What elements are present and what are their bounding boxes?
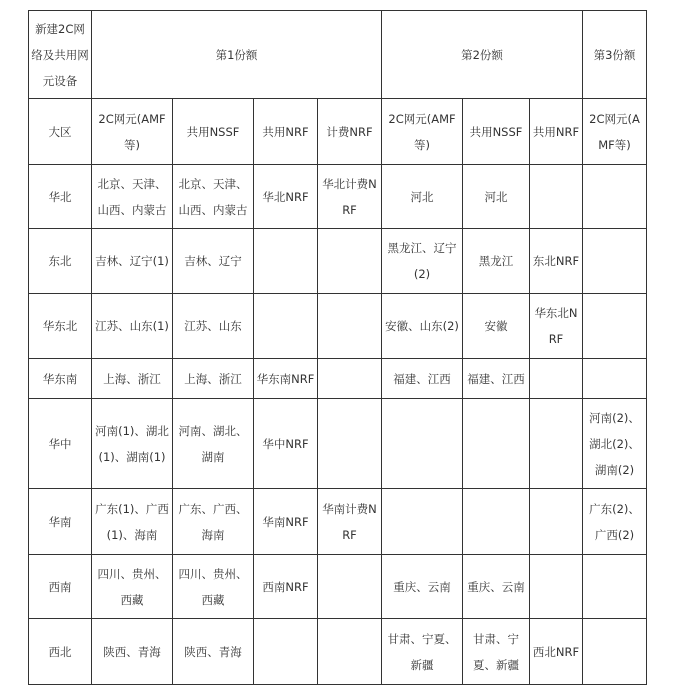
table-cell: 江苏、山东(1) bbox=[92, 294, 173, 359]
table-row bbox=[29, 399, 647, 489]
region-cell: 华南 bbox=[29, 489, 92, 555]
table-cell bbox=[382, 489, 463, 555]
table-cell: 四川、贵州、西藏 bbox=[92, 555, 173, 619]
table-cell: 华东南NRF bbox=[254, 359, 318, 399]
table-cell bbox=[463, 399, 530, 489]
q2-nrf-header: 共用NRF bbox=[530, 99, 583, 165]
table-cell: 华南NRF bbox=[254, 489, 318, 555]
table-cell bbox=[530, 399, 583, 489]
table-cell bbox=[254, 294, 318, 359]
table-cell bbox=[318, 294, 382, 359]
q3-amf-header: 2C网元(AMF等) bbox=[583, 99, 647, 165]
table-cell: 广东(2)、广西(2) bbox=[583, 489, 647, 555]
table-row bbox=[29, 619, 647, 685]
header-row-columns bbox=[29, 99, 647, 165]
region-cell: 华北 bbox=[29, 165, 92, 229]
table-cell: 陕西、青海 bbox=[173, 619, 254, 685]
table-cell: 河南(2)、湖北(2)、湖南(2) bbox=[583, 399, 647, 489]
table-cell: 上海、浙江 bbox=[92, 359, 173, 399]
q2-amf-header: 2C网元(AMF等) bbox=[382, 99, 463, 165]
table-cell: 北京、天津、山西、内蒙古 bbox=[173, 165, 254, 229]
table-cell bbox=[583, 619, 647, 685]
table-cell: 吉林、辽宁(1) bbox=[92, 229, 173, 294]
table-cell bbox=[583, 229, 647, 294]
table-row bbox=[29, 294, 647, 359]
q1-amf-header: 2C网元(AMF等) bbox=[92, 99, 173, 165]
table-cell bbox=[583, 555, 647, 619]
table-cell bbox=[318, 359, 382, 399]
quota-table bbox=[28, 10, 647, 685]
table-cell bbox=[530, 555, 583, 619]
table-cell: 四川、贵州、西藏 bbox=[173, 555, 254, 619]
table-cell bbox=[463, 489, 530, 555]
table-cell: 北京、天津、山西、内蒙古 bbox=[92, 165, 173, 229]
table-cell: 上海、浙江 bbox=[173, 359, 254, 399]
table-cell bbox=[530, 359, 583, 399]
table-cell bbox=[318, 619, 382, 685]
corner-cell: 新建2C网络及共用网元设备 bbox=[29, 11, 92, 99]
table-cell: 重庆、云南 bbox=[463, 555, 530, 619]
table-row bbox=[29, 555, 647, 619]
quota-3-header: 第3份额 bbox=[583, 11, 647, 99]
table-cell bbox=[318, 229, 382, 294]
region-cell: 华东北 bbox=[29, 294, 92, 359]
table-cell: 福建、江西 bbox=[463, 359, 530, 399]
table-cell: 安徽、山东(2) bbox=[382, 294, 463, 359]
table-cell: 甘肃、宁夏、新疆 bbox=[382, 619, 463, 685]
region-cell: 西南 bbox=[29, 555, 92, 619]
table-row bbox=[29, 165, 647, 229]
table-cell: 重庆、云南 bbox=[382, 555, 463, 619]
table-cell bbox=[583, 294, 647, 359]
region-cell: 西北 bbox=[29, 619, 92, 685]
q1-nssf-header: 共用NSSF bbox=[173, 99, 254, 165]
table-cell bbox=[583, 359, 647, 399]
table-cell bbox=[318, 555, 382, 619]
table-cell: 华北计费NRF bbox=[318, 165, 382, 229]
table-cell: 黑龙江、辽宁(2) bbox=[382, 229, 463, 294]
table-cell bbox=[254, 619, 318, 685]
table-cell: 东北NRF bbox=[530, 229, 583, 294]
table-cell bbox=[254, 229, 318, 294]
table-cell: 河南、湖北、湖南 bbox=[173, 399, 254, 489]
table-row bbox=[29, 229, 647, 294]
region-cell: 东北 bbox=[29, 229, 92, 294]
table-cell: 黑龙江 bbox=[463, 229, 530, 294]
table-cell: 陕西、青海 bbox=[92, 619, 173, 685]
header-row-quota bbox=[29, 11, 647, 99]
table-cell: 吉林、辽宁 bbox=[173, 229, 254, 294]
region-cell: 华中 bbox=[29, 399, 92, 489]
table-cell: 华东北NRF bbox=[530, 294, 583, 359]
table-row bbox=[29, 359, 647, 399]
table-cell: 河北 bbox=[463, 165, 530, 229]
quota-1-header: 第1份额 bbox=[92, 11, 382, 99]
table-cell bbox=[530, 489, 583, 555]
table-cell: 华中NRF bbox=[254, 399, 318, 489]
table-cell: 西南NRF bbox=[254, 555, 318, 619]
table-cell: 甘肃、宁夏、新疆 bbox=[463, 619, 530, 685]
table-cell: 西北NRF bbox=[530, 619, 583, 685]
quota-2-header: 第2份额 bbox=[382, 11, 583, 99]
q2-nssf-header: 共用NSSF bbox=[463, 99, 530, 165]
table-cell bbox=[318, 399, 382, 489]
q1-nrf-header: 共用NRF bbox=[254, 99, 318, 165]
table-cell bbox=[382, 399, 463, 489]
table-cell: 广东(1)、广西(1)、海南 bbox=[92, 489, 173, 555]
table-cell: 河北 bbox=[382, 165, 463, 229]
table-cell bbox=[530, 165, 583, 229]
table-row bbox=[29, 489, 647, 555]
table-cell bbox=[583, 165, 647, 229]
table-cell: 安徽 bbox=[463, 294, 530, 359]
table-cell: 河南(1)、湖北(1)、湖南(1) bbox=[92, 399, 173, 489]
table-cell: 华南计费NRF bbox=[318, 489, 382, 555]
table-cell: 华北NRF bbox=[254, 165, 318, 229]
table-cell: 广东、广西、海南 bbox=[173, 489, 254, 555]
table-cell: 福建、江西 bbox=[382, 359, 463, 399]
q1-billing-nrf-header: 计费NRF bbox=[318, 99, 382, 165]
table-cell: 江苏、山东 bbox=[173, 294, 254, 359]
region-cell: 华东南 bbox=[29, 359, 92, 399]
region-header: 大区 bbox=[29, 99, 92, 165]
